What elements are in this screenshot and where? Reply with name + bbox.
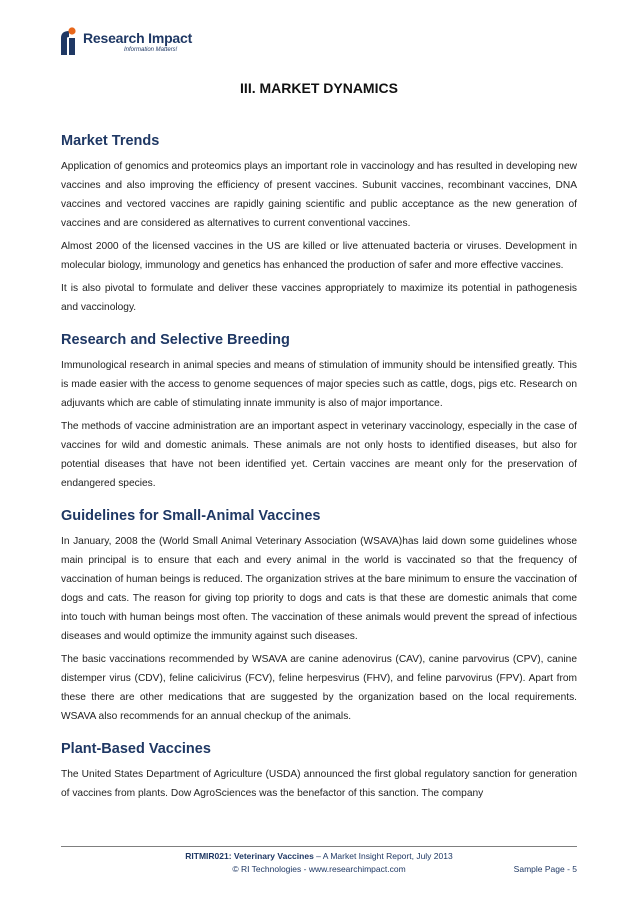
- section-heading: Market Trends: [61, 133, 160, 149]
- paragraph: The United States Department of Agriculture (USDA) announced the first global regulatory sanction for generation of vaccines from plants. Dow AgroSciences was the benefactor of this sanction. The company: [61, 769, 577, 799]
- section-small-animal-guidelines: [61, 507, 577, 726]
- section-heading: Plant-Based Vaccines: [61, 741, 211, 757]
- logo-tagline: Information Matters!: [124, 47, 178, 53]
- paragraph: Almost 2000 of the licensed vaccines in the US are killed or live attenuated bacteria or viruses. Development in molecular biology, immunology and genetics has enhanced the production of safer and more effective vaccines.: [61, 241, 577, 271]
- page-title: III. MARKET DYNAMICS: [240, 80, 398, 96]
- footer-report-suffix: – A Market Insight Report, July 2013: [313, 851, 453, 861]
- section-market-trends: [61, 132, 577, 317]
- paragraph: It is also pivotal to formulate and deliver these vaccines appropriately to maximize its potential in pathogenesis and vaccinology.: [61, 283, 577, 313]
- section-heading: Research and Selective Breeding: [61, 332, 290, 348]
- footer-report-info: [0, 851, 638, 861]
- research-impact-logo-icon: [60, 26, 80, 56]
- paragraph: The basic vaccinations recommended by WSAVA are canine adenovirus (CAV), canine parvovirus (CPV), canine distemper virus (CDV), feline calicivirus (FCV), feline herpesvirus (FHV), and feline parvovirus (FPV). Apart from these there are other medications that are suggested by the organization based on the local requirements. WSAVA also recommends for an annual checkup of the animals.: [61, 654, 577, 722]
- paragraph: Application of genomics and proteomics plays an important role in vaccinology and has resulted in developing new vaccines and also improving the efficiency of present vaccines. Subunit vaccines, recombinant vaccines, DNA vaccines and vectored vaccines are rapidly gaining scientific and public acceptance as the new generation of vaccines and are considered as alternatives to current conventional vaccines.: [61, 161, 577, 229]
- paragraph: In January, 2008 the (World Small Animal Veterinary Association (WSAVA)has laid down some guidelines whose main principal is to ensure that each and every animal in the world is vaccinated so that the frequency of vaccination of human beings is reduced. The organization strives at the bare minimum to ensure the vaccination of dogs and cats. The reason for giving top priority to dogs and cats is that these are domestic animals that come into touch with human beings most often. The vaccination of these animals would prevent the spread of infectious diseases and would optimize the immunity against such diseases.: [61, 536, 577, 642]
- footer-divider: [61, 846, 577, 847]
- footer-copyright: © RI Technologies - www.researchimpact.com: [232, 864, 406, 874]
- logo-name: Research Impact: [83, 30, 193, 46]
- paragraph: The methods of vaccine administration are an important aspect in veterinary vaccinology, especially in the case of vaccines for wild and domestic animals. These animals are not only hosts to identified diseases, but also for potential diseases that have not been identified yet. Certain vaccines are meant only for the preservation of endangered species.: [61, 421, 577, 489]
- section-heading: Guidelines for Small-Animal Vaccines: [61, 508, 321, 524]
- page-number: Sample Page - 5: [513, 864, 577, 874]
- footer-report-code: RITMIR021: Veterinary Vaccines: [185, 851, 314, 861]
- document-body: [61, 132, 577, 803]
- section-plant-based-vaccines: [61, 740, 577, 803]
- paragraph: Immunological research in animal species and means of stimulation of immunity should be intensified greatly. This is made easier with the access to genome sequences of major species such as cattle, dogs, pigs etc. Research on adjuvants which are cable of stimulating innate immunity is also of major importance.: [61, 360, 577, 409]
- section-research-selective-breeding: [61, 331, 577, 493]
